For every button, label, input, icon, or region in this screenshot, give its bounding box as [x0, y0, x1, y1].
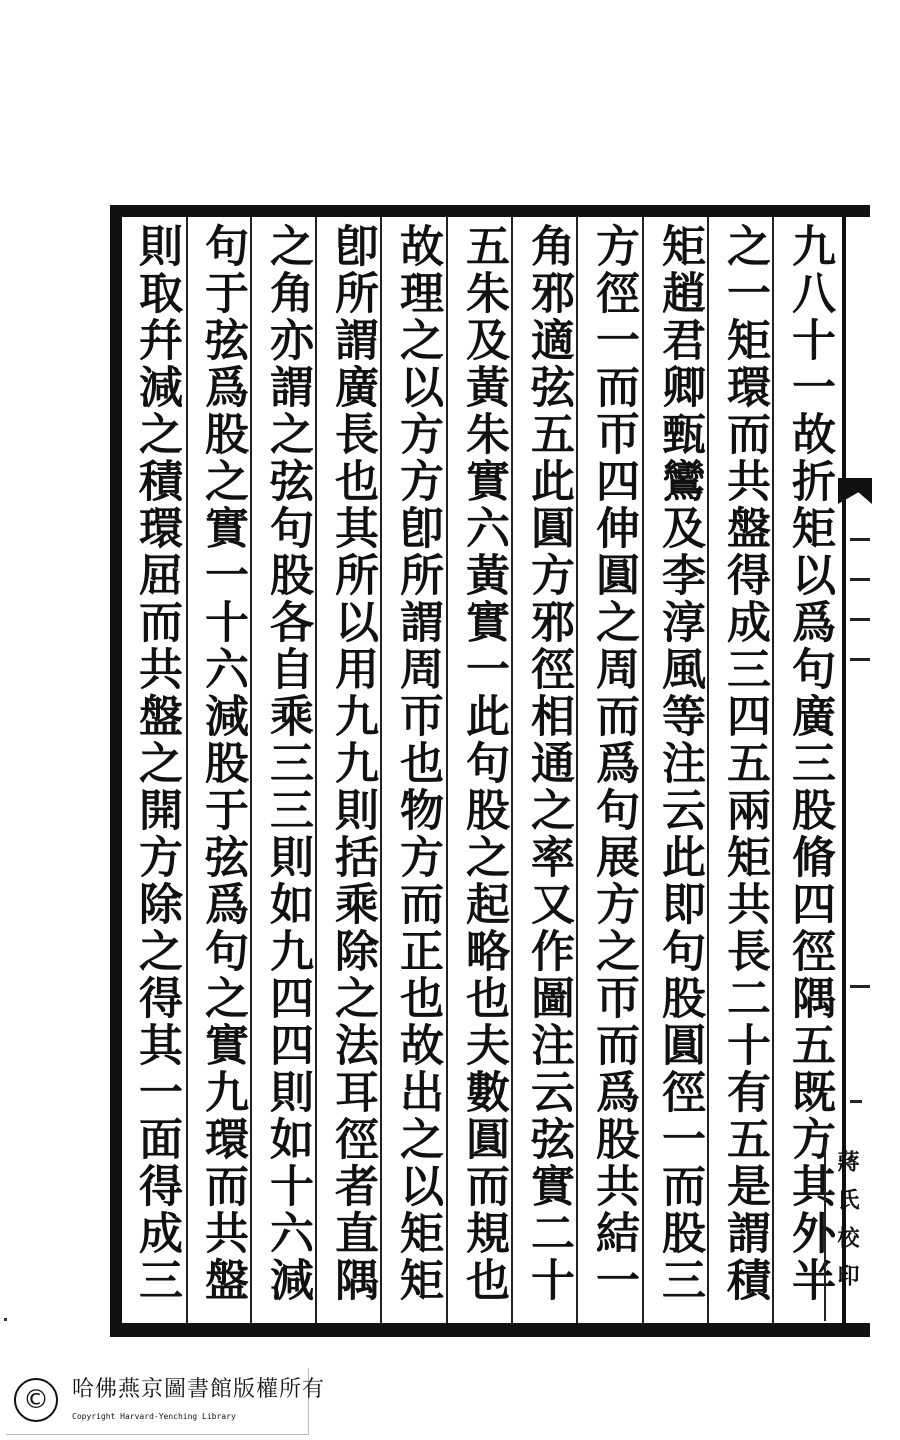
text-column-6: 五朱及黃朱實六黃實一此句股之起略也夫數圓而規也 — [458, 223, 509, 1304]
owner-seal: 蔣氏校印 — [834, 1150, 860, 1302]
column-rule — [250, 217, 252, 1323]
column-rule — [511, 217, 513, 1323]
text-column-4: 方徑一而帀四伸圓之周而爲句展方之帀而爲股共結一 — [588, 223, 639, 1304]
frame-bottom-border — [110, 1323, 870, 1337]
text-column-1: 九八十一故折矩以爲句廣三股脩四徑隅五既方其外半 — [784, 223, 835, 1304]
text-column-3: 矩趙君卿甄鸞及李淳風等注云此即句股圓徑一而股三 — [654, 223, 705, 1304]
page-number-mark — [850, 578, 870, 581]
column-rule — [707, 217, 709, 1323]
page-number-mark — [850, 1100, 862, 1103]
column-rule — [315, 217, 317, 1323]
column-rule — [576, 217, 578, 1323]
column-rule — [186, 217, 188, 1323]
copyright-english: Copyright Harvard-Yenching Library — [72, 1412, 236, 1421]
frame-left-border — [110, 205, 122, 1337]
text-column-10: 句于弦爲股之實一十六減股于弦爲句之實九環而共盤 — [197, 223, 248, 1304]
column-rule — [380, 217, 382, 1323]
copyright-stamp — [6, 1368, 326, 1435]
column-rule — [446, 217, 448, 1323]
text-column-7: 故理之以方方卽所謂周帀也物方而正也故出之以矩矩 — [392, 223, 443, 1304]
text-column-11: 則取幷減之積環屈而共盤之開方除之得其一面得成三 — [131, 223, 182, 1304]
column-rule — [772, 217, 774, 1323]
text-column-2: 之一矩環而共盤得成三四五兩矩共長二十有五是謂積 — [719, 223, 770, 1304]
page-number-mark — [850, 538, 870, 541]
page-number-mark — [850, 658, 870, 661]
text-column-9: 之角亦謂之弦句股各自乘三三則如九四四則如十六減 — [262, 223, 313, 1304]
scan-speck — [4, 1318, 7, 1321]
column-rule — [642, 217, 644, 1323]
copyright-icon: © — [14, 1378, 58, 1422]
text-column-5: 角邪適弦五此圓方邪徑相通之率又作圖注云弦實二十 — [523, 223, 574, 1304]
copyright-chinese: 哈佛燕京圖書館版權所有 — [72, 1377, 326, 1402]
text-column-8: 卽所謂廣長也其所以用九九則括乘除之法耳徑者直隅 — [327, 223, 378, 1304]
text-block — [110, 205, 870, 1337]
page-number-mark — [850, 985, 870, 988]
frame-top-border — [110, 205, 870, 217]
page-number-mark — [850, 618, 870, 621]
